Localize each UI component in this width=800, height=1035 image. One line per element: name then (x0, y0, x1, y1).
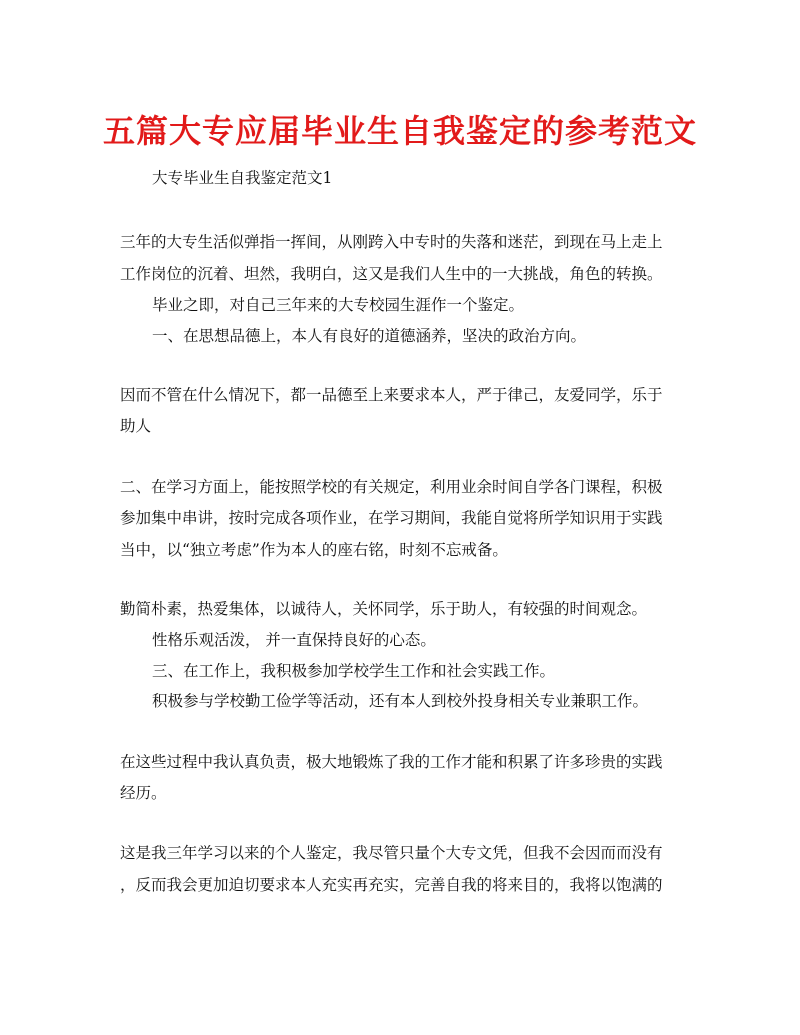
document-subtitle: 大专毕业生自我鉴定范文1 (152, 169, 333, 187)
paragraph-line: 性格乐观活泼， 并一直保持良好的心态。 (152, 631, 436, 649)
paragraph-line: 当中，以“独立考虑”作为本人的座右铭，时刻不忘戒备。 (120, 541, 508, 559)
paragraph-line: 这是我三年学习以来的个人鉴定，我尽管只量个大专文凭，但我不会因而而没有 (120, 844, 663, 862)
paragraph-line: 三、在工作上，我积极参加学校学生工作和社会实践工作。 (152, 662, 556, 680)
paragraph-line: 在这些过程中我认真负责，极大地锻炼了我的工作才能和积累了许多珍贵的实践 (120, 753, 663, 771)
paragraph-line: 一、在思想品德上，本人有良好的道德涵养，坚决的政治方向。 (152, 327, 587, 345)
paragraph-line: 勤简朴素，热爱集体，以诚待人，关怀同学，乐于助人，有较强的时间观念。 (120, 600, 648, 618)
paragraph-line: 因而不管在什么情况下，都一品德至上来要求本人，严于律己，友爱同学，乐于 (120, 386, 663, 404)
paragraph-line: 参加集中串讲，按时完成各项作业，在学习期间，我能自觉将所学知识用于实践 (120, 509, 663, 527)
paragraph-line: 积极参与学校勤工俭学等活动，还有本人到校外投身相关专业兼职工作。 (152, 692, 649, 710)
paragraph-line: 二、在学习方面上，能按照学校的有关规定，利用业余时间自学各门课程，积极 (120, 478, 663, 496)
paragraph-line: 毕业之即，对自己三年来的大专校园生涯作一个鉴定。 (152, 296, 525, 314)
paragraph-line: ，反而我会更加迫切要求本人充实再充实，完善自我的将来目的，我将以饱满的 (120, 876, 663, 894)
document-title: 五篇大专应届毕业生自我鉴定的参考范文 (102, 112, 697, 150)
paragraph-line: 助人 (120, 417, 152, 435)
paragraph-line: 经历。 (120, 784, 167, 802)
paragraph-line: 三年的大专生活似弹指一挥间，从刚跨入中专时的失落和迷茫，到现在马上走上 (120, 233, 663, 251)
paragraph-line: 工作岗位的沉着、坦然，我明白，这又是我们人生中的一大挑战，角色的转换。 (120, 265, 663, 283)
